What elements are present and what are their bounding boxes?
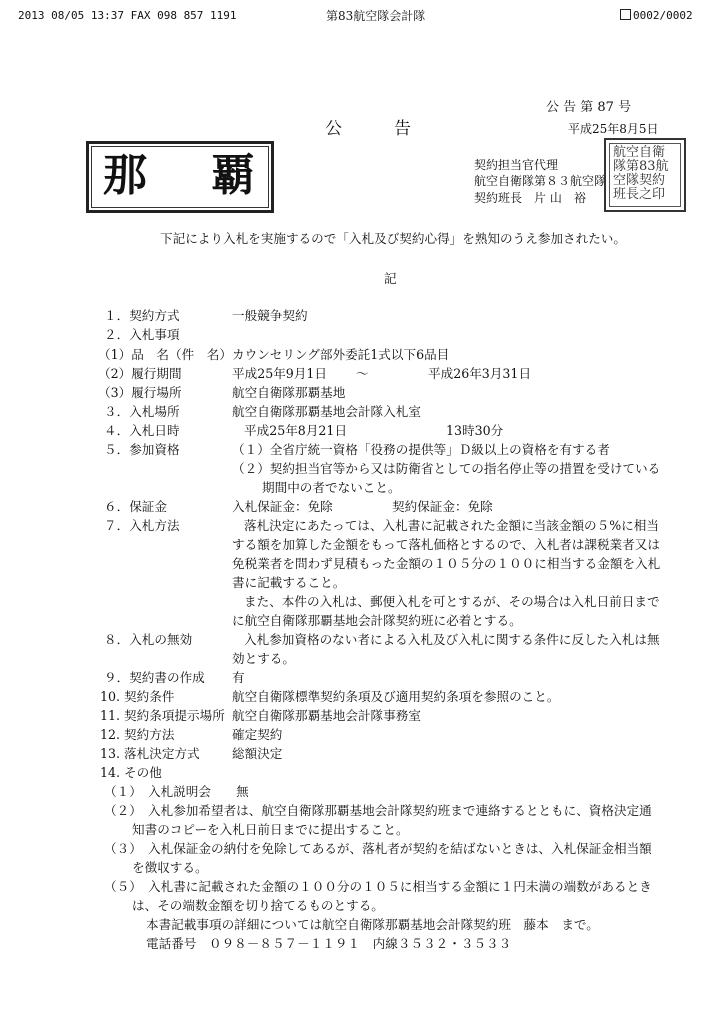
fax-header-center: 第83航空隊会計隊	[326, 9, 426, 23]
naha-stamp-text: 那 覇	[103, 150, 265, 201]
other-5-num: （５）	[104, 879, 142, 894]
item-6-bid-deposit: 入札保証金：免除	[232, 499, 333, 514]
item-2-3-value: 航空自衛隊那覇基地	[232, 385, 346, 400]
item-2-2-tilde: ～	[356, 366, 369, 381]
other-3-line-2: を徴収する。	[132, 860, 208, 875]
item-7-line-2: する額を加算した金額をもって落札価格とするので、入札者は課税業者又は	[232, 537, 660, 552]
fax-header-left: 2013 08/05 13:37 FAX 098 857 1191	[18, 9, 237, 22]
naha-stamp	[86, 141, 274, 213]
contact-line-2: 電話番号 ０９８－８５７－１１９１ 内線３５３２・３５３３	[146, 936, 512, 951]
item-11-label: 11. 契約条項提示場所	[100, 708, 225, 723]
item-7-line-6: に航空自衛隊那覇基地会計隊契約班に必着とする。	[232, 613, 522, 628]
other-2-line-1: 入札参加希望者は、航空自衛隊那覇基地会計隊契約班まで連絡するとともに、資格決定通	[148, 803, 652, 818]
item-10-label: 10. 契約条件	[100, 689, 175, 704]
item-4-time: 13時30分	[446, 423, 504, 438]
other-1-num: （１）	[104, 784, 142, 799]
other-5-line-2: は、その端数金額を切り捨てるものとする。	[132, 898, 384, 913]
item-2-2-label: （2）履行期間	[98, 366, 182, 381]
item-7-line-4: 書に記載すること。	[232, 575, 346, 590]
fax-header-right: 0002/0002	[620, 9, 693, 22]
item-13-label: 13. 落札決定方式	[100, 746, 200, 761]
fax-icon	[620, 9, 631, 20]
item-12-label: 12. 契約方法	[100, 727, 175, 742]
contact-line-1: 本書記載事項の詳細については航空自衛隊那覇基地会計隊契約班 藤本 まで。	[146, 917, 599, 932]
item-9-value: 有	[232, 670, 245, 685]
item-2-1-label: （1）品 名（件 名）	[98, 347, 232, 362]
other-3-num: （３）	[104, 841, 142, 856]
intro-text: 下記により入札を実施するので「入札及び契約心得」を熟知のうえ参加されたい。	[160, 231, 626, 246]
official-seal	[604, 138, 686, 212]
item-10-value: 航空自衛隊標準契約条項及び適用契約条項を参照のこと。	[232, 689, 560, 704]
item-3-value: 航空自衛隊那覇基地会計隊入札室	[232, 404, 421, 419]
item-11-value: 航空自衛隊那覇基地会計隊事務室	[232, 708, 421, 723]
item-2-1-value: カウンセリング部外委託1式以下6品目	[232, 347, 450, 362]
item-2-2-from: 平成25年9月1日	[232, 366, 328, 381]
item-5-1: （１）全省庁統一資格「役務の提供等」Ｄ級以上の資格を有する者	[232, 442, 610, 457]
issuer-name: 契約班長 片 山 裕	[474, 191, 586, 205]
other-2-num: （２）	[104, 803, 142, 818]
item-6-contract-deposit: 契約保証金：免除	[392, 499, 493, 514]
item-3-label: ３．入札場所	[104, 404, 180, 419]
other-2-line-2: 知書のコピーを入札日前日までに提出すること。	[132, 822, 409, 837]
other-5-line-1: 入札書に記載された金額の１００分の１０５に相当する金額に１円未満の端数があるとき	[148, 879, 652, 894]
item-1-value: 一般競争契約	[232, 308, 308, 323]
issuer-unit: 航空自衛隊第８３航空隊	[474, 174, 607, 188]
item-4-label: ４．入札日時	[104, 423, 180, 438]
item-2-2-to: 平成26年3月31日	[428, 366, 532, 381]
seal-text: 航空自衛隊第83航空隊契約班長之印	[613, 145, 669, 202]
item-5-2a: （２）契約担当官等から又は防衛省としての指名停止等の措置を受けている	[232, 461, 661, 476]
item-7-line-5: また、本件の入札は、郵便入札を可とするが、その場合は入札日前日まで	[244, 594, 660, 609]
other-1-text: 入札説明会 無	[148, 784, 249, 799]
item-14-label: 14. その他	[100, 765, 162, 780]
notice-date: 平成25年8月5日	[568, 122, 659, 136]
item-8-line-1: 入札参加資格のない者による入札及び入札に関する条件に反した入札は無	[244, 632, 660, 647]
item-12-value: 確定契約	[232, 727, 283, 742]
item-8-line-2: 効とする。	[232, 651, 295, 666]
item-7-label: ７．入札方法	[104, 518, 180, 533]
item-6-label: ６．保証金	[104, 499, 167, 514]
notice-title: 公 告	[325, 119, 417, 139]
item-4-date: 平成25年8月21日	[244, 423, 348, 438]
item-13-value: 総額決定	[232, 746, 283, 761]
item-2-label: ２．入札事項	[104, 327, 180, 342]
issuer-title: 契約担当官代理	[474, 158, 559, 172]
ki-heading: 記	[384, 271, 397, 286]
item-5-label: ５．参加資格	[104, 442, 180, 457]
item-8-label: ８．入札の無効	[104, 632, 193, 647]
notice-number: 公 告 第 87 号	[546, 100, 632, 115]
item-5-2b: 期間中の者でないこと。	[262, 480, 401, 495]
item-9-label: ９．契約書の作成	[104, 670, 205, 685]
item-7-line-3: 免税業者を問わず見積もった金額の１０５分の１００に相当する金額を入札	[232, 556, 661, 571]
item-7-line-1: 落札決定にあたっては、入札書に記載された金額に当該金額の５%に相当	[244, 518, 659, 533]
item-2-3-label: （3）履行場所	[98, 385, 182, 400]
item-1-label: １．契約方式	[104, 308, 180, 323]
other-3-line-1: 入札保証金の納付を免除してあるが、落札者が契約を結ばないときは、入札保証金相当額	[148, 841, 652, 856]
